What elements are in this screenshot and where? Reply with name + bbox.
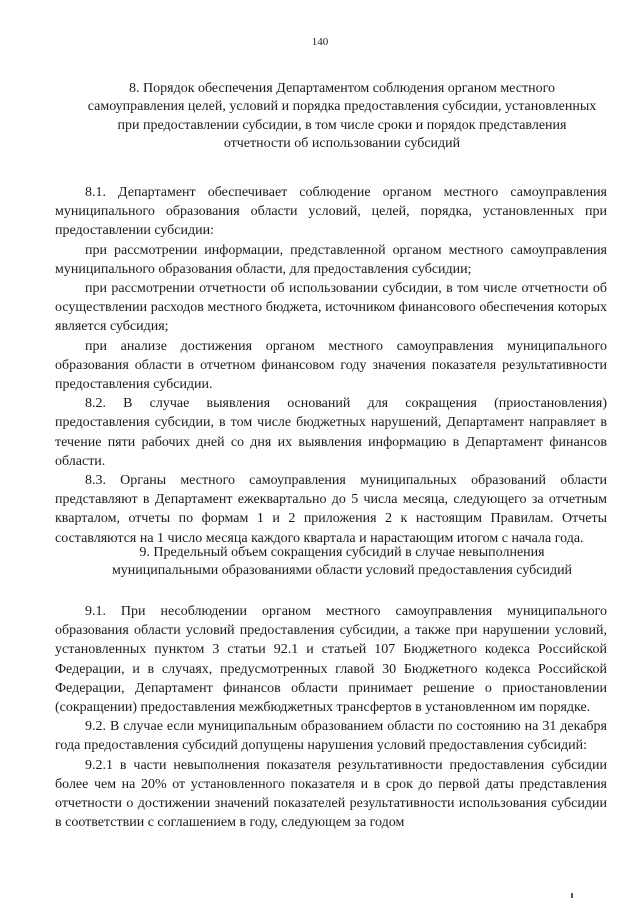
paragraph-8-1: 8.1. Департамент обеспечивает соблюдение органом местного самоуправления муниципального образования области условий, целей, порядка, установленных при предоставлении субсидии: [55,185,607,239]
paragraph-8-1-item-2: при рассмотрении отчетности об использовании субсидии, в том числе отчетности об осуществлении расходов местного бюджета, источником финансового обеспечения которых является субсидия; [55,281,607,335]
page-number: 140 [311,36,329,48]
paragraph-8-1-item-1: при рассмотрении информации, представленной органом местного самоуправления муниципального образования области, для предоставления субсидии; [55,242,607,277]
paragraph-9-2: 9.2. В случае если муниципальным образованием области по состоянию на 31 декабря года предоставления субсидий допущены нарушения условий предоставления субсидий: [55,719,607,754]
paragraph-8-3: 8.3. Органы местного самоуправления муниципальных образований области представляют в Департамент ежеквартально до 5 числа месяца, следующего за отчетным кварталом, отчеты по формам 1 и 2 приложения 2 к настоящим Правилам. Отчеты составляются на 1 число месяца каждого квартала и нарастающим итогом с начала года. [55,473,607,546]
section-8-body [55,183,607,548]
scan-mark [571,893,573,898]
paragraph-9-1: 9.1. При несоблюдении органом местного самоуправления муниципального образования области условий предоставления субсидии, а также при нарушении условий, установленных пунктом 3 статьи 92.1 и статьей 107 Бюджетного кодекса Российской Федерации, и в случаях, предусмотренных главой 30 Бюджетного кодекса Российской Федерации, Департамент финансов области принимает решение о приостановлении (сокращении) предоставления межбюджетных трансфертов в установленном им порядке. [55,604,607,716]
paragraph-8-2: 8.2. В случае выявления оснований для сокращения (приостановления) предоставления субсидии, в том числе бюджетных нарушений, Департамент направляет в течение пяти рабочих дней со дня их выявления информацию в Департамент финансов области. [55,396,607,469]
section-8-heading: 8. Порядок обеспечения Департаментом соблюдения органом местного самоуправления целей, условий и порядка предоставления субсидии, установленных при предоставлении субсидии, в том числе сроки и порядок представления отчетности об использовании субсидий [87,81,597,152]
section-9-body [55,602,607,832]
paragraph-8-1-item-3: при анализе достижения органом местного самоуправления муниципального образования области в отчетном финансовом году значения показателя результативности предоставления субсидии. [55,338,607,393]
section-9-heading: 9. Предельный объем сокращения субсидий в случае невыполнения муниципальными образованиями области условий предоставления субсидий [111,545,573,579]
paragraph-9-2-1: 9.2.1 в части невыполнения показателя результативности предоставления субсидии более чем на 20% от установленного показателя и в срок до первой даты представления отчетности о достижении значений показателей результативности использования субсидии в соответствии с соглашением в году, следующем за годом [55,757,607,831]
